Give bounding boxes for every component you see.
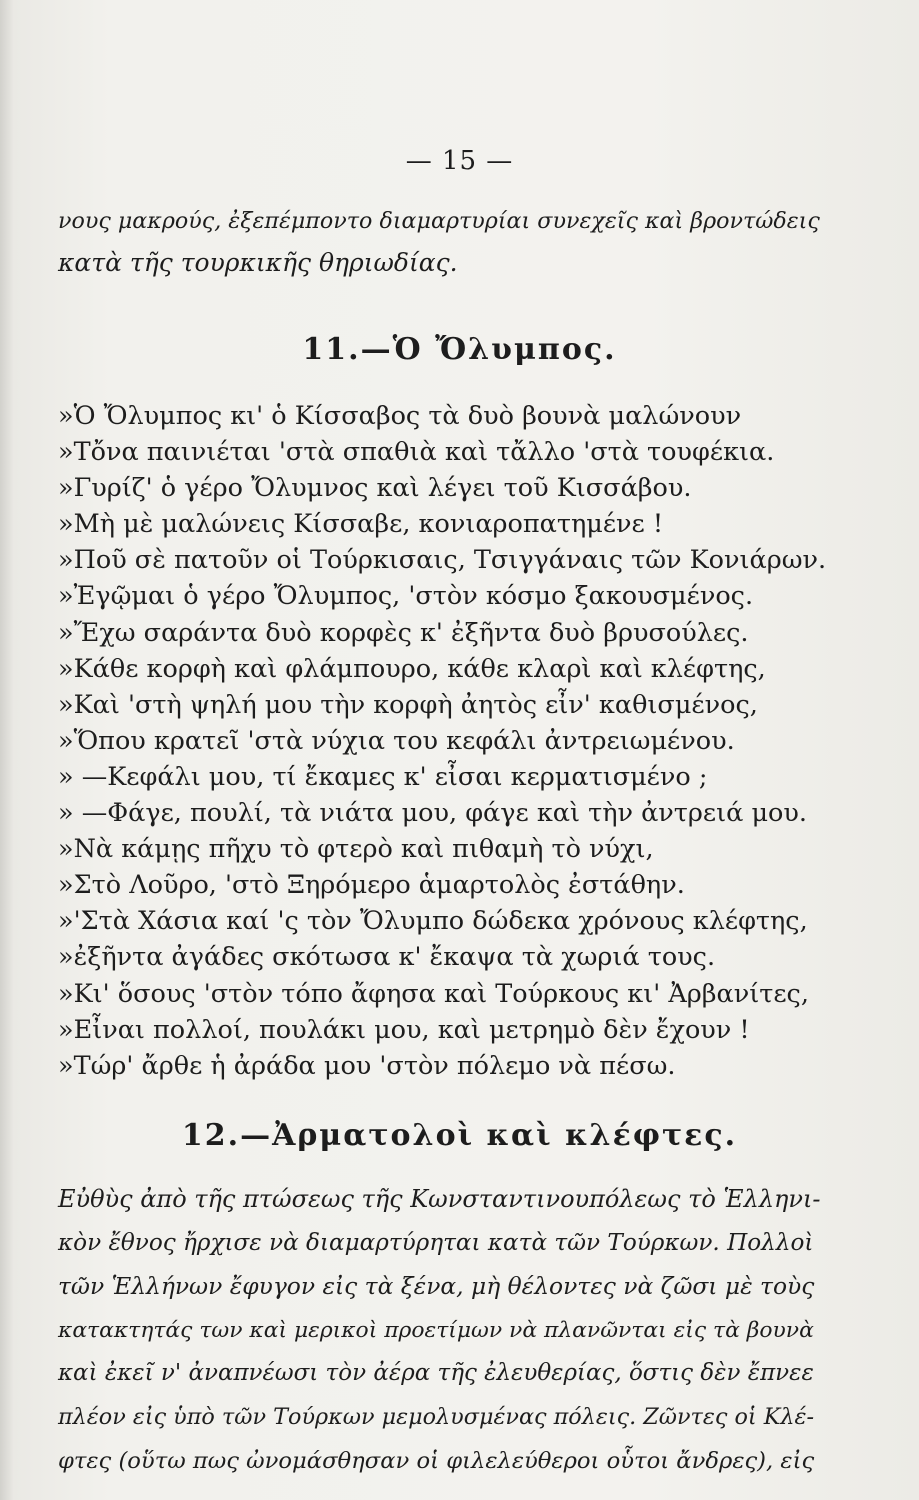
poem-olympos: [58, 398, 848, 1084]
paragraph-line: κατακτητάς των καὶ μερικοὶ προετίμων νὰ πλανῶνται εἰς τὰ βουνὰ: [58, 1317, 814, 1343]
page-number: — 15 —: [405, 146, 514, 176]
poem-line: »Νὰ κάμῃς πῆχυ τὸ φτερὸ καὶ πιθαμὴ τὸ νύχι,: [58, 834, 654, 865]
paragraph-armatoloi: [58, 1178, 822, 1483]
poem-line: »Καὶ 'στὴ ψηλή μου τὴν κορφὴ ἀητὸς εἶν' καθισμένος,: [58, 689, 758, 720]
poem-line: »Μὴ μὲ μαλώνεις Κίσσαβε, κονιαροπατημένε !: [58, 509, 664, 540]
intro-line: κατὰ τῆς τουρκικῆς θηριωδίας.: [58, 248, 458, 277]
poem-line: »Ὁ Ὄλυμπος κι' ὁ Κίσσαβος τὰ δυὸ βουνὰ μαλώνουν: [58, 401, 742, 431]
poem-line: »Εἶναι πολλοί, πουλάκι μου, καὶ μετρημὸ δὲν ἔχουν !: [58, 1014, 750, 1045]
paragraph-line: καὶ ἐκεῖ ν' ἀναπνέωσι τὸν ἀέρα τῆς ἐλευθερίας, ὅστις δὲν ἔπνεε: [58, 1360, 814, 1387]
poem-line: »'Στὰ Χάσια καί 'ς τὸν Ὄλυμπο δώδεκα χρόνους κλέφτης,: [58, 906, 808, 937]
paragraph-line: κὸν ἔθνος ἤρχισε νὰ διαμαρτύρηται κατὰ τῶν Τούρκων. Πολλοὶ: [58, 1229, 814, 1256]
poem-line: »Γυρίζ' ὁ γέρο Ὄλυμνος καὶ λέγει τοῦ Κισσάβου.: [58, 473, 692, 504]
poem-line: »Κάθε κορφὴ καὶ φλάμπουρο, κάθε κλαρὶ καὶ κλέφτης,: [58, 653, 766, 684]
poem-line: »Στὸ Λοῦρο, 'στὸ Ξηρόμερο ἁμαρτολὸς ἐστάθην.: [58, 870, 685, 901]
poem-line: »Τὄνα παινιέται 'στὰ σπαθιὰ καὶ τἄλλο 'στὰ τουφέκια.: [58, 437, 775, 468]
poem-line: »Ἔχω σαράντα δυὸ κορφὲς κ' ἐξῆντα δυὸ βρυσούλες.: [58, 617, 749, 648]
poem-line: »ἐξῆντα ἀγάδες σκότωσα κ' ἔκαψα τὰ χωριά τους.: [58, 942, 716, 973]
poem-line: »Κι' ὅσους 'στὸν τόπο ἄφησα καὶ Τούρκους κι' Ἀρβανίτες,: [58, 978, 809, 1009]
paragraph-line: φτες (οὕτω πως ὠνομάσθησαν οἱ φιλελεύθεροι οὗτοι ἄνδρες), εἰς: [58, 1447, 815, 1474]
poem-line: »Ἐγῷμαι ὁ γέρο Ὄλυμπος, 'στὸν κόσμο ξακουσμένος.: [58, 581, 754, 612]
poem-line: »Τώρ' ἄρθε ἡ ἀράδα μου 'στὸν πόλεμο νὰ πέσω.: [58, 1050, 676, 1081]
poem-line: » —Φάγε, πουλί, τὰ νιάτα μου, φάγε καὶ τὴν ἀντρειά μου.: [58, 798, 807, 829]
poem-line: »Ὅπου κρατεῖ 'στὰ νύχια του κεφάλι ἀντρειωμένου.: [58, 725, 735, 756]
poem-line: » —Κεφάλι μου, τί ἔκαμες κ' εἶσαι κερματισμένο ;: [58, 761, 708, 792]
intro-paragraph: [58, 200, 828, 284]
section-heading-olympos: 11.—Ὁ Ὄλυμπος.: [302, 332, 617, 367]
paragraph-line: τῶν Ἑλλήνων ἔφυγον εἰς τὰ ξένα, μὴ θέλοντες νὰ ζῶσι μὲ τοὺς: [58, 1272, 815, 1301]
poem-line: »Ποῦ σὲ πατοῦν οἱ Τούρκισαις, Τσιγγάναις τῶν Κονιάρων.: [58, 545, 827, 576]
spine-shadow: [0, 0, 14, 1500]
paragraph-line: πλέον εἰς ὑπὸ τῶν Τούρκων μεμολυσμένας πόλεις. Ζῶντες οἱ Κλέ-: [58, 1403, 815, 1430]
section-heading-armatoloi: 12.—Ἀρματολοὶ καὶ κλέφτες.: [181, 1118, 738, 1153]
paragraph-line: Εὐθὺς ἀπὸ τῆς πτώσεως τῆς Κωνσταντινουπόλεως τὸ Ἑλληνι-: [58, 1185, 821, 1213]
intro-line: νους μακρούς, ἐξεπέμποντο διαμαρτυρίαι συνεχεῖς καὶ βροντώδεις: [58, 208, 820, 234]
